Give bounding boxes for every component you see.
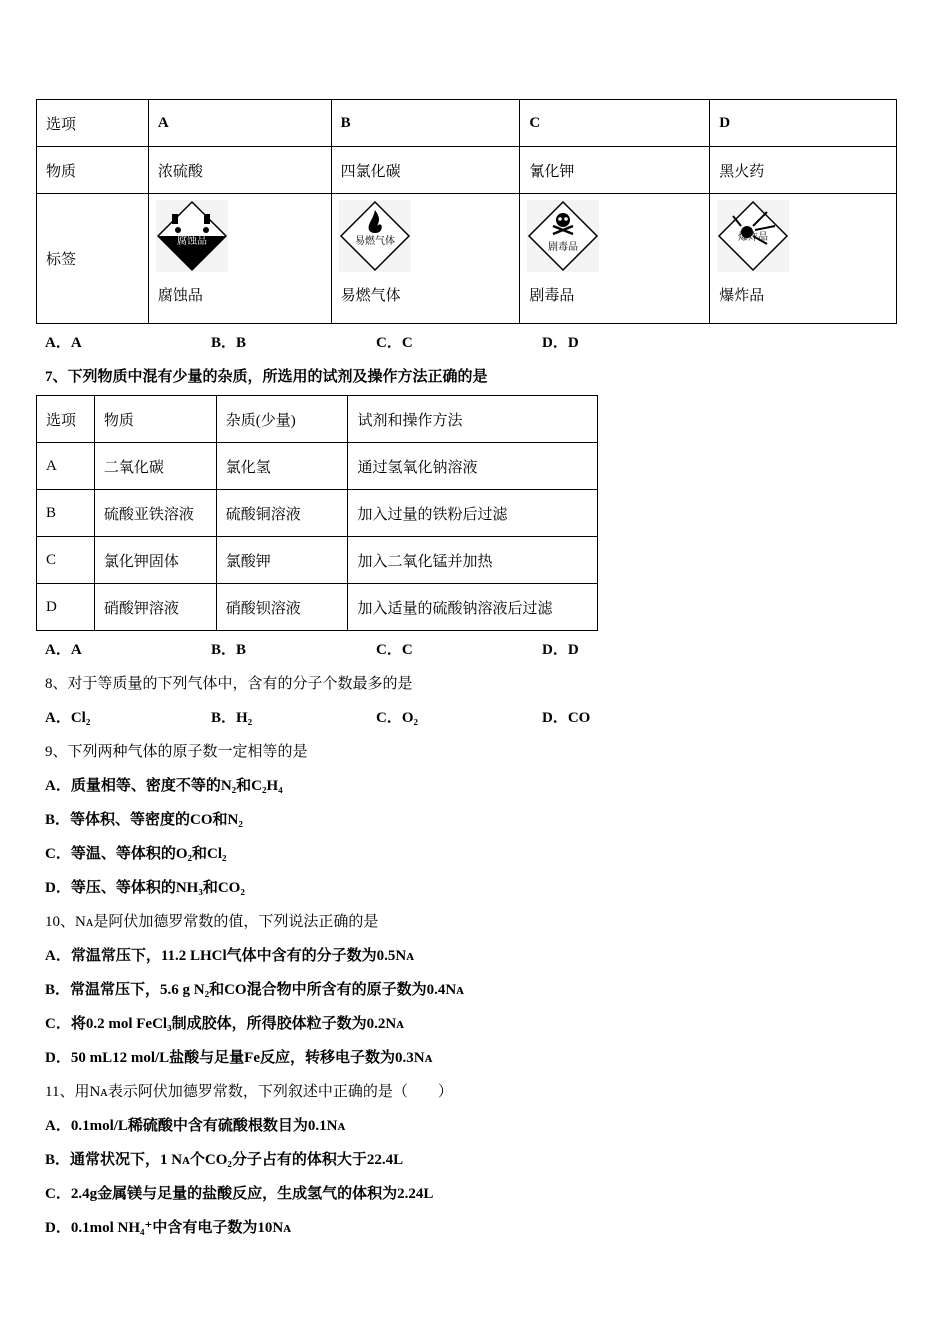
- q6-header-cell: 选项: [37, 100, 149, 147]
- q9-stem: 9、下列两种气体的原子数一定相等的是: [45, 744, 308, 760]
- q6-header-cell: B: [331, 100, 520, 147]
- q9-option-c: C．等温、等体积的O₂和Cl₂: [45, 846, 227, 862]
- q6-option-a: A．A: [45, 335, 82, 351]
- q10-option-a: A．常温常压下，11.2 LHCl气体中含有的分子数为0.5Nᴀ: [45, 948, 415, 964]
- q8-stem: 8、对于等质量的下列气体中，含有的分子个数最多的是: [45, 676, 413, 692]
- q11-option-a: A．0.1mol/L稀硫酸中含有硫酸根数目为0.1Nᴀ: [45, 1118, 346, 1134]
- q9-option-b: B．等体积、等密度的CO和N₂: [45, 812, 243, 828]
- q10-stem: 10、Nᴀ是阿伏加德罗常数的值，下列说法正确的是: [45, 914, 379, 930]
- q8-option-d: D．CO: [542, 710, 591, 726]
- q6-header-row: [37, 100, 897, 147]
- q7-cell: C: [37, 537, 95, 584]
- q6-substance-cell: 黑火药: [710, 147, 897, 194]
- q6-header-cell: A: [148, 100, 331, 147]
- q7-cell: 硫酸亚铁溶液: [94, 490, 216, 537]
- q7-cell: 加入过量的铁粉后过滤: [348, 490, 598, 537]
- q10-option-c: C．将0.2 mol FeCl₃制成胶体，所得胶体粒子数为0.2Nᴀ: [45, 1016, 404, 1032]
- q9-option-d: D．等压、等体积的NH₃和CO₂: [45, 880, 245, 896]
- q9-option-a: A．质量相等、密度不等的N₂和C₂H₄: [45, 778, 283, 794]
- q7-table-row: [37, 584, 598, 631]
- q6-header-cell: C: [520, 100, 710, 147]
- q7-cell: 二氧化碳: [94, 443, 216, 490]
- q7-table-row: [37, 443, 598, 490]
- label-caption: 爆炸品: [719, 288, 765, 304]
- q6-option-b: B．B: [211, 335, 247, 351]
- q7-table: [36, 395, 598, 631]
- q11-stem: 11、用Nᴀ表示阿伏加德罗常数，下列叙述中正确的是（ ）: [45, 1084, 453, 1100]
- q7-cell: B: [37, 490, 95, 537]
- q6-table: [36, 99, 897, 324]
- svg-text:爆炸品: 爆炸品: [738, 232, 769, 243]
- q8-option-a: A．Cl₂: [45, 710, 91, 726]
- q6-row-label: 物质: [37, 147, 149, 194]
- q6-header-cell: D: [710, 100, 897, 147]
- q6-option-c: C．C: [376, 335, 413, 351]
- q7-option-a: A．A: [45, 642, 82, 658]
- q7-option-d: D．D: [542, 642, 579, 658]
- q11-option-d: D．0.1mol NH₄⁺中含有电子数为10Nᴀ: [45, 1220, 292, 1236]
- q6-label-cell: [148, 194, 331, 324]
- corrosive-icon: [156, 200, 228, 272]
- q7-header-cell: 物质: [94, 396, 216, 443]
- q6-substance-cell: 浓硫酸: [148, 147, 331, 194]
- q7-header-row: [37, 396, 598, 443]
- label-caption: 腐蚀品: [157, 288, 203, 304]
- label-caption: 剧毒品: [529, 288, 575, 304]
- q6-option-d: D．D: [542, 335, 579, 351]
- q6-label-cell: [520, 194, 710, 324]
- flammable-gas-icon: [339, 200, 411, 272]
- q7-cell: 氯化钾固体: [94, 537, 216, 584]
- q8-option-b: B．H₂: [211, 710, 253, 726]
- q7-option-b: B．B: [211, 642, 247, 658]
- q7-table-row: [37, 537, 598, 584]
- q7-header-cell: 选项: [37, 396, 95, 443]
- q6-row-label: 标签: [37, 194, 149, 324]
- svg-text:剧毒品: 剧毒品: [548, 242, 579, 253]
- q6-substance-row: [37, 147, 897, 194]
- q7-cell: 加入适量的硫酸钠溶液后过滤: [348, 584, 598, 631]
- q6-label-cell: [710, 194, 897, 324]
- label-caption: 易燃气体: [340, 288, 401, 304]
- q7-header-cell: 试剂和操作方法: [348, 396, 598, 443]
- q7-cell: A: [37, 443, 95, 490]
- q11-option-c: C．2.4g金属镁与足量的盐酸反应，生成氢气的体积为2.24L: [45, 1186, 434, 1202]
- q7-cell: 通过氢氧化钠溶液: [348, 443, 598, 490]
- q7-header-cell: 杂质(少量): [216, 396, 348, 443]
- q6-label-cell: [331, 194, 520, 324]
- q11-option-b: B．通常状况下，1 Nᴀ个CO₂分子占有的体积大于22.4L: [45, 1152, 404, 1168]
- q7-table-row: [37, 490, 598, 537]
- q7-cell: 硝酸钾溶液: [94, 584, 216, 631]
- svg-text:腐蚀品: 腐蚀品: [176, 236, 207, 247]
- q7-cell: 氯化氢: [216, 443, 348, 490]
- q7-cell: 氯酸钾: [216, 537, 348, 584]
- q7-cell: D: [37, 584, 95, 631]
- q7-option-c: C．C: [376, 642, 413, 658]
- q10-option-b: B．常温常压下，5.6 g N₂和CO混合物中所含有的原子数为0.4Nᴀ: [45, 982, 464, 998]
- q10-option-d: D．50 mL12 mol/L盐酸与足量Fe反应，转移电子数为0.3Nᴀ: [45, 1050, 433, 1066]
- q7-cell: 加入二氧化锰并加热: [348, 537, 598, 584]
- svg-text:易燃气体: 易燃气体: [354, 236, 395, 247]
- explosive-icon: [717, 200, 789, 272]
- q7-cell: 硫酸铜溶液: [216, 490, 348, 537]
- q6-substance-cell: 氰化钾: [520, 147, 710, 194]
- q6-label-row: [37, 194, 897, 324]
- q6-substance-cell: 四氯化碳: [331, 147, 520, 194]
- q7-stem: 7、下列物质中混有少量的杂质，所选用的试剂及操作方法正确的是: [45, 369, 488, 385]
- toxic-icon: [527, 200, 599, 272]
- q8-option-c: C．O₂: [376, 710, 418, 726]
- q7-cell: 硝酸钡溶液: [216, 584, 348, 631]
